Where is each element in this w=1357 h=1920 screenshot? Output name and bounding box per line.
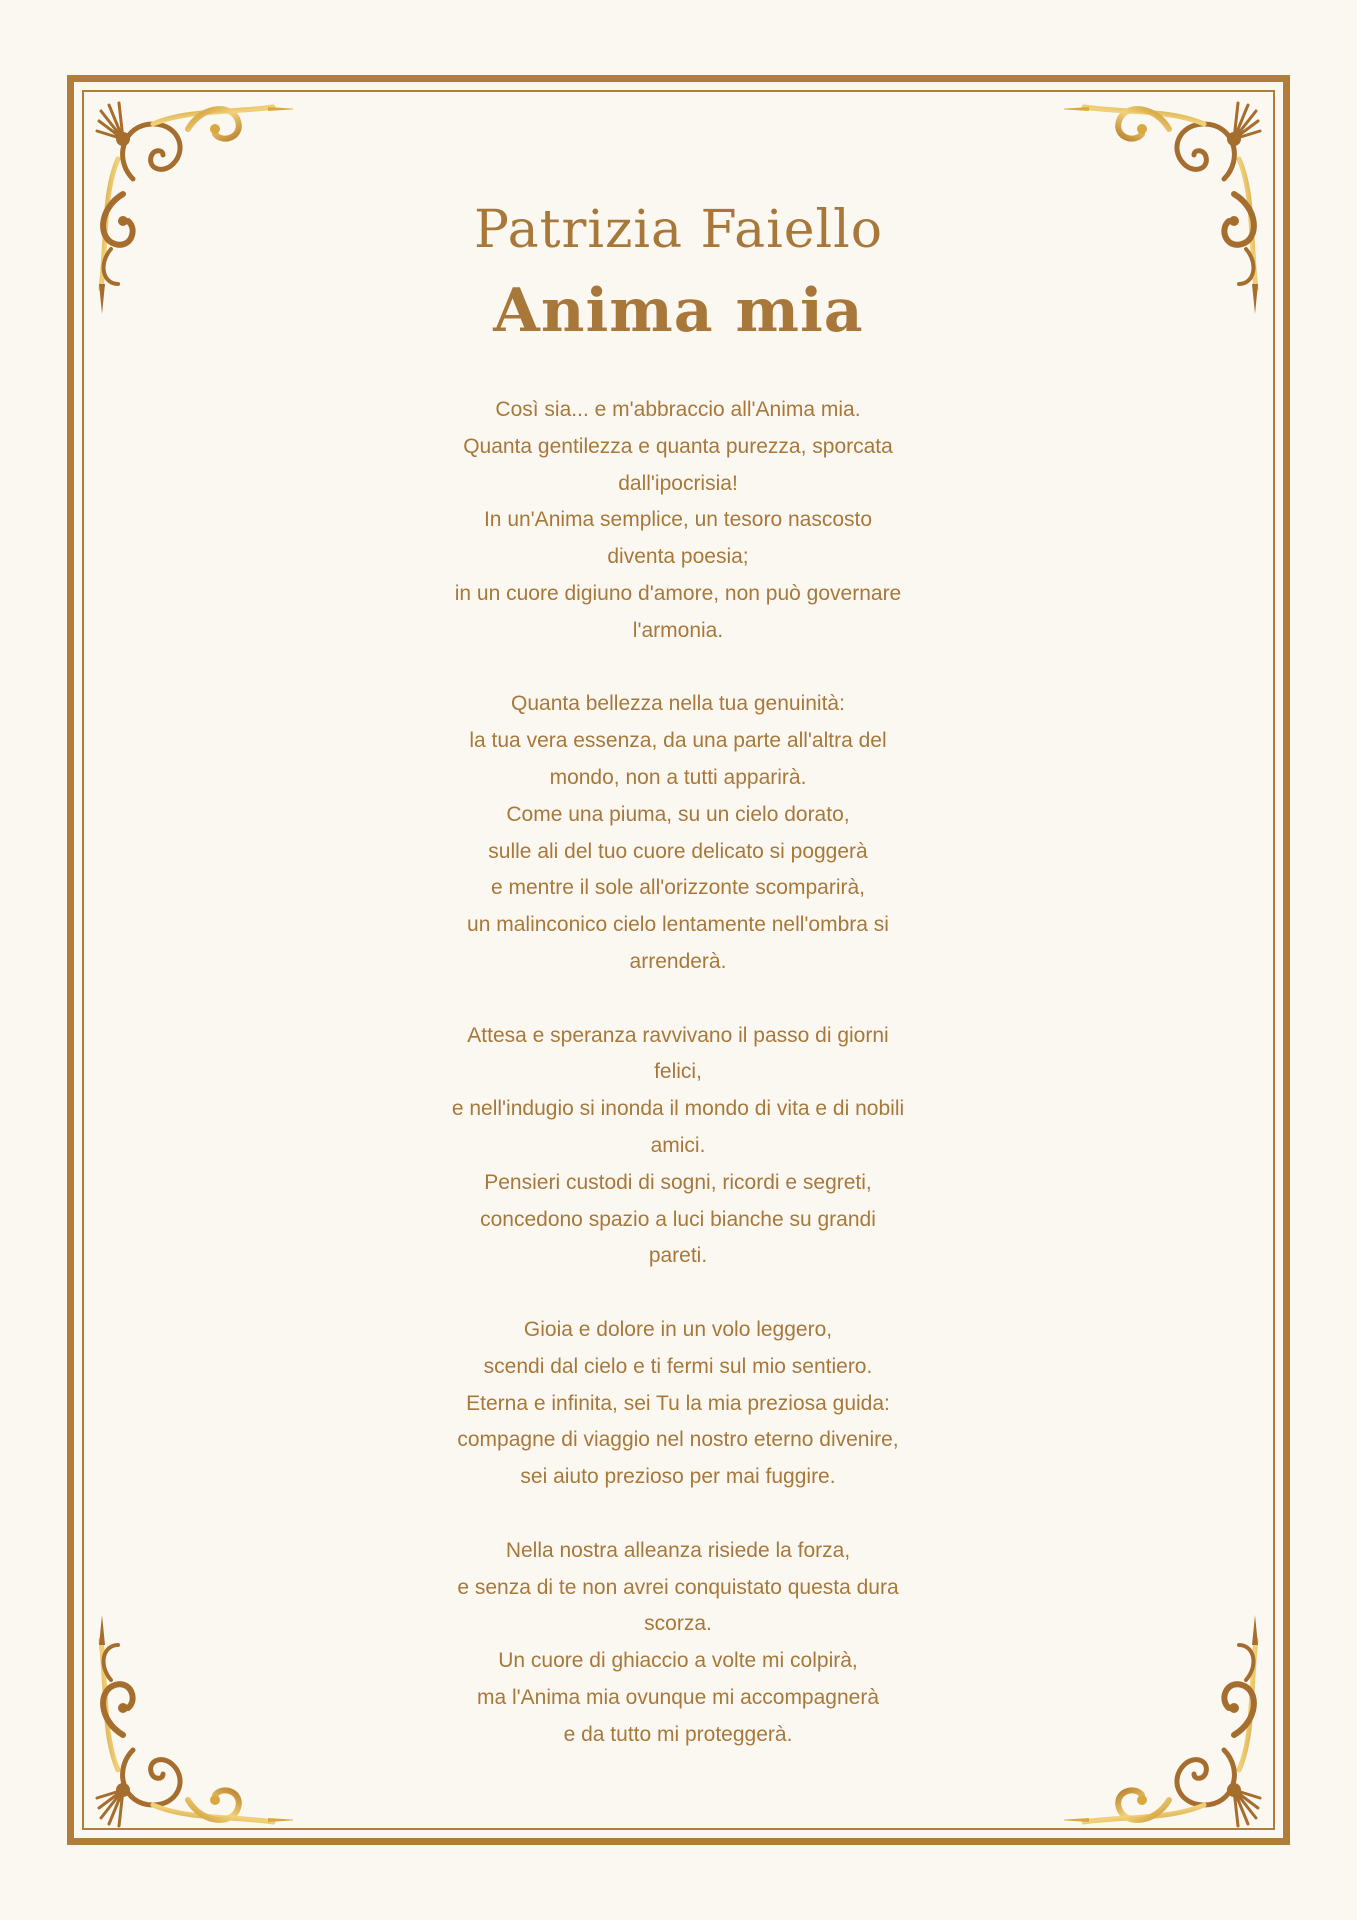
corner-ornament-icon (93, 1610, 293, 1830)
poem-stanza (428, 1533, 928, 1754)
poem-line: Pensieri custodi di sogni, ricordi e segreti, (484, 1170, 872, 1194)
poem-line: l'armonia. (632, 618, 724, 642)
poem-line: Quanta gentilezza e quanta purezza, sporcata (463, 434, 893, 458)
poem-line: Come una piuma, su un cielo dorato, (506, 802, 850, 826)
poem-line: In un'Anima semplice, un tesoro nascosto (483, 508, 873, 532)
poem-line: e senza di te non avrei conquistato questa dura (457, 1575, 899, 1599)
poem-line: felici, (654, 1060, 702, 1084)
poem-line: sulle ali del tuo cuore delicato si poggerà (488, 839, 868, 863)
poem-line: Quanta bellezza nella tua genuinità: (511, 692, 845, 716)
poem-line: scendi dal cielo e ti fermi sul mio sentiero. (483, 1354, 873, 1378)
poem-line: Nella nostra alleanza risiede la forza, (505, 1538, 851, 1562)
poem-line: in un cuore digiuno d'amore, non può governare (454, 581, 902, 605)
poem-stanza (428, 1018, 928, 1276)
corner-ornament-icon (1064, 1610, 1264, 1830)
poem-line: un malinconico cielo lentamente nell'ombra si (467, 913, 889, 937)
poem-line: Gioia e dolore in un volo leggero, (523, 1317, 833, 1341)
poem-stanza (428, 1312, 928, 1496)
poem-line: amici. (650, 1133, 706, 1157)
poem-stanza (428, 392, 928, 650)
poem-line: Attesa e speranza ravvivano il passo di giorni (467, 1023, 889, 1047)
poem-line: e da tutto mi proteggerà. (563, 1722, 793, 1746)
poem-line: arrenderà. (629, 949, 727, 973)
poem-line: concedono spazio a luci bianche su grandi (480, 1207, 876, 1231)
poem-title: Anima mia (493, 276, 864, 346)
poem-line: ma l'Anima mia ovunque mi accompagnerà (476, 1685, 880, 1709)
poem-line: Un cuore di ghiaccio a volte mi colpirà, (498, 1649, 858, 1673)
poem-line: diventa poesia; (607, 545, 749, 569)
poem-stanza (428, 686, 928, 980)
poem-line: compagne di viaggio nel nostro eterno divenire, (457, 1428, 899, 1452)
poem-line: Eterna e infinita, sei Tu la mia preziosa guida: (466, 1391, 890, 1415)
poem-body (428, 392, 928, 1753)
poem-line: mondo, non a tutti apparirà. (549, 765, 807, 789)
author-name: Patrizia Faiello (473, 200, 884, 260)
poem-line: pareti. (648, 1244, 708, 1268)
poem-line: e mentre il sole all'orizzonte scomparirà, (491, 876, 865, 900)
poem-line: la tua vera essenza, da una parte all'altra del (469, 729, 887, 753)
poem-line: e nell'indugio si inonda il mondo di vita e di nobili (451, 1097, 905, 1121)
poem-line: scorza. (644, 1612, 712, 1636)
poem-line: dall'ipocrisia! (618, 471, 738, 495)
poem-line: sei aiuto prezioso per mai fuggire. (520, 1465, 836, 1489)
poem-line: Così sia... e m'abbraccio all'Anima mia. (495, 398, 861, 421)
